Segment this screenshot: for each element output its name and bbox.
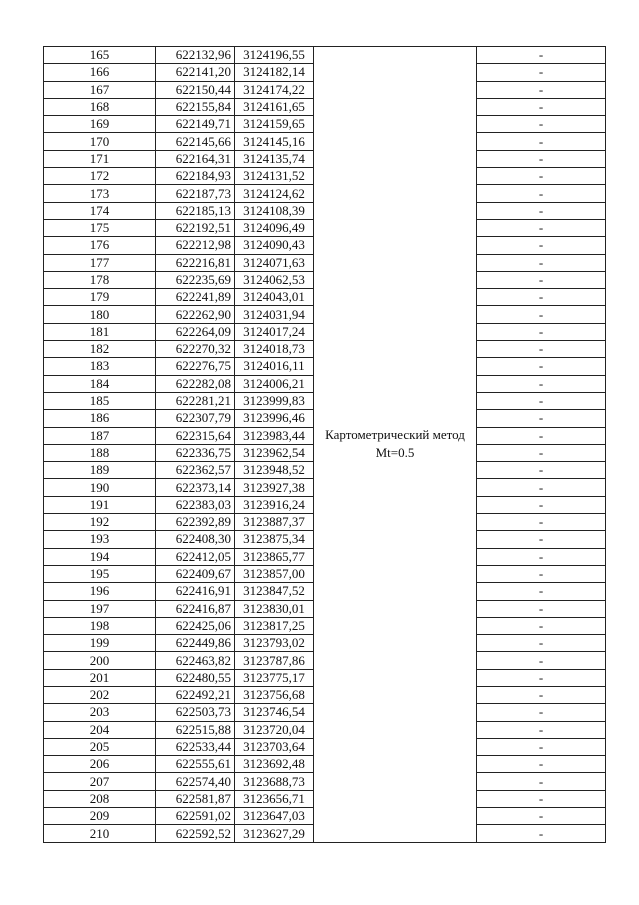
point-number-cell: 192 <box>44 514 156 531</box>
point-number-cell: 185 <box>44 392 156 409</box>
note-cell: - <box>477 375 606 392</box>
x-coordinate-cell: 622480,55 <box>156 669 235 686</box>
point-number-cell: 202 <box>44 686 156 703</box>
y-coordinate-cell: 3123983,44 <box>235 427 314 444</box>
note-cell: - <box>477 565 606 582</box>
y-coordinate-cell: 3123999,83 <box>235 392 314 409</box>
y-coordinate-cell: 3124031,94 <box>235 306 314 323</box>
x-coordinate-cell: 622264,09 <box>156 323 235 340</box>
x-coordinate-cell: 622463,82 <box>156 652 235 669</box>
note-cell: - <box>477 202 606 219</box>
y-coordinate-cell: 3123817,25 <box>235 617 314 634</box>
x-coordinate-cell: 622409,67 <box>156 565 235 582</box>
method-cell: Картометрический метод Mt=0.5 <box>314 47 477 843</box>
point-number-cell: 171 <box>44 150 156 167</box>
point-number-cell: 166 <box>44 64 156 81</box>
x-coordinate-cell: 622383,03 <box>156 496 235 513</box>
note-cell: - <box>477 116 606 133</box>
x-coordinate-cell: 622155,84 <box>156 98 235 115</box>
point-number-cell: 172 <box>44 168 156 185</box>
y-coordinate-cell: 3123656,71 <box>235 790 314 807</box>
point-number-cell: 205 <box>44 738 156 755</box>
point-number-cell: 204 <box>44 721 156 738</box>
point-number-cell: 200 <box>44 652 156 669</box>
note-cell: - <box>477 289 606 306</box>
y-coordinate-cell: 3124018,73 <box>235 341 314 358</box>
x-coordinate-cell: 622235,69 <box>156 271 235 288</box>
point-number-cell: 183 <box>44 358 156 375</box>
y-coordinate-cell: 3124145,16 <box>235 133 314 150</box>
x-coordinate-cell: 622515,88 <box>156 721 235 738</box>
note-cell: - <box>477 392 606 409</box>
coordinates-table <box>43 46 606 843</box>
x-coordinate-cell: 622574,40 <box>156 773 235 790</box>
y-coordinate-cell: 3123996,46 <box>235 410 314 427</box>
note-cell: - <box>477 150 606 167</box>
x-coordinate-cell: 622533,44 <box>156 738 235 755</box>
point-number-cell: 196 <box>44 583 156 600</box>
point-number-cell: 209 <box>44 808 156 825</box>
y-coordinate-cell: 3124124,62 <box>235 185 314 202</box>
y-coordinate-cell: 3124174,22 <box>235 81 314 98</box>
point-number-cell: 194 <box>44 548 156 565</box>
point-number-cell: 195 <box>44 565 156 582</box>
x-coordinate-cell: 622492,21 <box>156 686 235 703</box>
x-coordinate-cell: 622276,75 <box>156 358 235 375</box>
note-cell: - <box>477 721 606 738</box>
x-coordinate-cell: 622307,79 <box>156 410 235 427</box>
x-coordinate-cell: 622212,98 <box>156 237 235 254</box>
y-coordinate-cell: 3123787,86 <box>235 652 314 669</box>
y-coordinate-cell: 3123865,77 <box>235 548 314 565</box>
x-coordinate-cell: 622149,71 <box>156 116 235 133</box>
y-coordinate-cell: 3123703,64 <box>235 738 314 755</box>
note-cell: - <box>477 738 606 755</box>
y-coordinate-cell: 3123887,37 <box>235 514 314 531</box>
note-cell: - <box>477 496 606 513</box>
note-cell: - <box>477 773 606 790</box>
note-cell: - <box>477 81 606 98</box>
point-number-cell: 184 <box>44 375 156 392</box>
x-coordinate-cell: 622281,21 <box>156 392 235 409</box>
x-coordinate-cell: 622416,87 <box>156 600 235 617</box>
y-coordinate-cell: 3124016,11 <box>235 358 314 375</box>
note-cell: - <box>477 254 606 271</box>
point-number-cell: 169 <box>44 116 156 133</box>
point-number-cell: 175 <box>44 219 156 236</box>
y-coordinate-cell: 3124096,49 <box>235 219 314 236</box>
y-coordinate-cell: 3123793,02 <box>235 635 314 652</box>
note-cell: - <box>477 323 606 340</box>
x-coordinate-cell: 622362,57 <box>156 462 235 479</box>
note-cell: - <box>477 358 606 375</box>
x-coordinate-cell: 622408,30 <box>156 531 235 548</box>
y-coordinate-cell: 3124071,63 <box>235 254 314 271</box>
note-cell: - <box>477 341 606 358</box>
point-number-cell: 174 <box>44 202 156 219</box>
y-coordinate-cell: 3123847,52 <box>235 583 314 600</box>
y-coordinate-cell: 3123830,01 <box>235 600 314 617</box>
note-cell: - <box>477 756 606 773</box>
y-coordinate-cell: 3124182,14 <box>235 64 314 81</box>
x-coordinate-cell: 622416,91 <box>156 583 235 600</box>
x-coordinate-cell: 622555,61 <box>156 756 235 773</box>
y-coordinate-cell: 3124161,65 <box>235 98 314 115</box>
note-cell: - <box>477 635 606 652</box>
y-coordinate-cell: 3123688,73 <box>235 773 314 790</box>
point-number-cell: 210 <box>44 825 156 842</box>
point-number-cell: 191 <box>44 496 156 513</box>
note-cell: - <box>477 704 606 721</box>
y-coordinate-cell: 3124017,24 <box>235 323 314 340</box>
y-coordinate-cell: 3123647,03 <box>235 808 314 825</box>
x-coordinate-cell: 622145,66 <box>156 133 235 150</box>
point-number-cell: 208 <box>44 790 156 807</box>
y-coordinate-cell: 3123775,17 <box>235 669 314 686</box>
point-number-cell: 193 <box>44 531 156 548</box>
note-cell: - <box>477 479 606 496</box>
y-coordinate-cell: 3123927,38 <box>235 479 314 496</box>
coordinates-table-body <box>44 47 606 843</box>
point-number-cell: 170 <box>44 133 156 150</box>
x-coordinate-cell: 622262,90 <box>156 306 235 323</box>
point-number-cell: 201 <box>44 669 156 686</box>
note-cell: - <box>477 686 606 703</box>
x-coordinate-cell: 622141,20 <box>156 64 235 81</box>
point-number-cell: 199 <box>44 635 156 652</box>
x-coordinate-cell: 622336,75 <box>156 444 235 461</box>
point-number-cell: 189 <box>44 462 156 479</box>
point-number-cell: 178 <box>44 271 156 288</box>
note-cell: - <box>477 617 606 634</box>
note-cell: - <box>477 808 606 825</box>
x-coordinate-cell: 622425,06 <box>156 617 235 634</box>
y-coordinate-cell: 3124135,74 <box>235 150 314 167</box>
y-coordinate-cell: 3124043,01 <box>235 289 314 306</box>
point-number-cell: 173 <box>44 185 156 202</box>
x-coordinate-cell: 622132,96 <box>156 47 235 64</box>
y-coordinate-cell: 3123857,00 <box>235 565 314 582</box>
x-coordinate-cell: 622412,05 <box>156 548 235 565</box>
note-cell: - <box>477 825 606 842</box>
point-number-cell: 180 <box>44 306 156 323</box>
note-cell: - <box>477 531 606 548</box>
y-coordinate-cell: 3124006,21 <box>235 375 314 392</box>
note-cell: - <box>477 410 606 427</box>
y-coordinate-cell: 3123916,24 <box>235 496 314 513</box>
y-coordinate-cell: 3124196,55 <box>235 47 314 64</box>
note-cell: - <box>477 133 606 150</box>
note-cell: - <box>477 168 606 185</box>
x-coordinate-cell: 622192,51 <box>156 219 235 236</box>
point-number-cell: 203 <box>44 704 156 721</box>
x-coordinate-cell: 622150,44 <box>156 81 235 98</box>
point-number-cell: 182 <box>44 341 156 358</box>
y-coordinate-cell: 3123720,04 <box>235 721 314 738</box>
note-cell: - <box>477 514 606 531</box>
y-coordinate-cell: 3124062,53 <box>235 271 314 288</box>
note-cell: - <box>477 462 606 479</box>
point-number-cell: 186 <box>44 410 156 427</box>
x-coordinate-cell: 622373,14 <box>156 479 235 496</box>
y-coordinate-cell: 3123746,54 <box>235 704 314 721</box>
x-coordinate-cell: 622581,87 <box>156 790 235 807</box>
point-number-cell: 206 <box>44 756 156 773</box>
note-cell: - <box>477 98 606 115</box>
note-cell: - <box>477 583 606 600</box>
note-cell: - <box>477 669 606 686</box>
point-number-cell: 207 <box>44 773 156 790</box>
note-cell: - <box>477 47 606 64</box>
x-coordinate-cell: 622503,73 <box>156 704 235 721</box>
y-coordinate-cell: 3123627,29 <box>235 825 314 842</box>
x-coordinate-cell: 622216,81 <box>156 254 235 271</box>
y-coordinate-cell: 3123875,34 <box>235 531 314 548</box>
y-coordinate-cell: 3124090,43 <box>235 237 314 254</box>
point-number-cell: 197 <box>44 600 156 617</box>
x-coordinate-cell: 622270,32 <box>156 341 235 358</box>
y-coordinate-cell: 3124159,65 <box>235 116 314 133</box>
x-coordinate-cell: 622187,73 <box>156 185 235 202</box>
note-cell: - <box>477 237 606 254</box>
x-coordinate-cell: 622282,08 <box>156 375 235 392</box>
note-cell: - <box>477 185 606 202</box>
point-number-cell: 198 <box>44 617 156 634</box>
point-number-cell: 168 <box>44 98 156 115</box>
y-coordinate-cell: 3124108,39 <box>235 202 314 219</box>
point-number-cell: 165 <box>44 47 156 64</box>
x-coordinate-cell: 622592,52 <box>156 825 235 842</box>
point-number-cell: 187 <box>44 427 156 444</box>
x-coordinate-cell: 622392,89 <box>156 514 235 531</box>
x-coordinate-cell: 622241,89 <box>156 289 235 306</box>
point-number-cell: 190 <box>44 479 156 496</box>
y-coordinate-cell: 3123692,48 <box>235 756 314 773</box>
note-cell: - <box>477 427 606 444</box>
note-cell: - <box>477 600 606 617</box>
x-coordinate-cell: 622591,02 <box>156 808 235 825</box>
x-coordinate-cell: 622185,13 <box>156 202 235 219</box>
note-cell: - <box>477 652 606 669</box>
note-cell: - <box>477 64 606 81</box>
x-coordinate-cell: 622315,64 <box>156 427 235 444</box>
point-number-cell: 177 <box>44 254 156 271</box>
point-number-cell: 167 <box>44 81 156 98</box>
note-cell: - <box>477 306 606 323</box>
y-coordinate-cell: 3123756,68 <box>235 686 314 703</box>
point-number-cell: 176 <box>44 237 156 254</box>
y-coordinate-cell: 3123948,52 <box>235 462 314 479</box>
point-number-cell: 181 <box>44 323 156 340</box>
note-cell: - <box>477 548 606 565</box>
y-coordinate-cell: 3124131,52 <box>235 168 314 185</box>
x-coordinate-cell: 622164,31 <box>156 150 235 167</box>
table-row <box>44 47 606 64</box>
note-cell: - <box>477 271 606 288</box>
y-coordinate-cell: 3123962,54 <box>235 444 314 461</box>
note-cell: - <box>477 444 606 461</box>
note-cell: - <box>477 219 606 236</box>
point-number-cell: 188 <box>44 444 156 461</box>
x-coordinate-cell: 622449,86 <box>156 635 235 652</box>
note-cell: - <box>477 790 606 807</box>
point-number-cell: 179 <box>44 289 156 306</box>
x-coordinate-cell: 622184,93 <box>156 168 235 185</box>
